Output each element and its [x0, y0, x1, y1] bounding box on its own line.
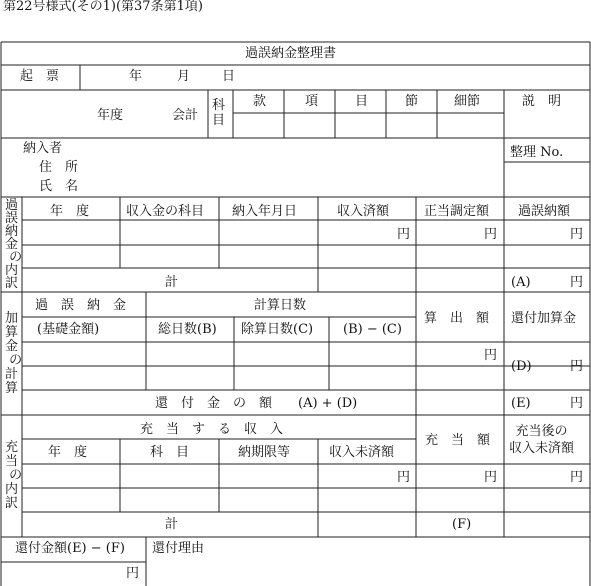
sec1-col-nonyu-date: 納入年月日: [232, 204, 298, 219]
sec3-juto-income: 充 当 す る 収 入: [140, 422, 284, 437]
sec2-d-mark: (D): [511, 359, 532, 374]
seiri-no-label: 整理 No.: [510, 145, 564, 160]
sec2-kanpu-kin: 還 付 金 の 額 (A) + (D): [155, 396, 358, 411]
budget-kamoku: 科 目: [212, 98, 226, 128]
footer-kanpu-label: 還付金額(E) − (F): [15, 541, 125, 556]
sec1-a-yen: 円: [570, 275, 584, 290]
kihyo-day: 日: [222, 69, 236, 84]
sec1-yen-2: 円: [484, 227, 498, 242]
sec2-kiso: (基礎金額): [37, 322, 100, 337]
sec1-yen-3: 円: [570, 227, 584, 242]
sec3-juto-gaku: 充 当 額: [425, 433, 491, 448]
kihyo-month: 月: [177, 69, 191, 84]
sec1-col-kago-nogaku: 過誤納額: [518, 204, 571, 219]
form-number: 第22号様式(その1)(第37条第1項): [3, 0, 203, 14]
budget-kaikei: 会計: [172, 108, 199, 123]
sec1-col-nendo: 年 度: [50, 204, 90, 219]
sec3-col-misai: 収入未済額: [329, 445, 395, 460]
sec2-kago-nokin: 過 誤 納 金: [35, 298, 127, 313]
sec1-col-shunyu-zumi: 収入済額: [337, 204, 390, 219]
sec1-col-kamoku: 収入金の科目: [126, 204, 205, 219]
budget-saisetsu: 細節: [454, 94, 481, 109]
sec3-yen-2: 円: [484, 470, 498, 485]
budget-setsu: 節: [405, 94, 419, 109]
sec2-jo-nissu: 除算日数(C): [241, 322, 314, 337]
form-lines: [1, 42, 590, 586]
sec1-col-seito-chotei: 正当調定額: [424, 204, 490, 219]
form-title: 過誤納金整理書: [245, 46, 337, 61]
sec2-kanpu-kasan: 還付加算金: [511, 311, 577, 326]
sec1-total-label: 計: [165, 275, 179, 290]
sec2-sanshutsu: 算 出 額: [424, 311, 490, 326]
sec2-yen-sanshutsu: 円: [484, 348, 498, 363]
sec1-a-mark: (A): [511, 275, 531, 290]
sec3-col-nokigen: 納期限等: [238, 445, 291, 460]
sec2-e-mark: (E): [511, 396, 531, 411]
sec3-yen-1: 円: [397, 470, 411, 485]
sec2-keisan-nissu: 計算日数: [254, 298, 307, 313]
sec3-side-label: 充 当 の 内 訳: [5, 440, 23, 511]
footer-yen: 円: [126, 566, 140, 581]
sec2-d-yen: 円: [570, 359, 584, 374]
sec3-total-label: 計: [165, 517, 179, 532]
payer-address: 住 所: [39, 160, 79, 175]
sec3-after-misai: 充当後の 収入未済額: [509, 424, 575, 456]
sec1-yen-1: 円: [397, 227, 411, 242]
sec3-col-nendo: 年 度: [48, 445, 88, 460]
sec3-col-kamoku: 科 目: [150, 445, 190, 460]
payer-label: 納入者: [23, 141, 63, 156]
kihyo-year: 年: [129, 69, 143, 84]
budget-nendo: 年度: [97, 108, 124, 123]
sec2-side-label: 加 算 金 の 計 算: [5, 311, 23, 396]
kihyo-label: 起 票: [20, 69, 60, 84]
sec3-yen-3: 円: [570, 470, 584, 485]
budget-setsumei: 説 明: [522, 94, 562, 109]
budget-kou: 項: [305, 94, 319, 109]
sec1-side-label: 過 誤 納 金 の 内 訳: [5, 198, 23, 291]
payer-name: 氏 名: [39, 179, 79, 194]
budget-kan: 款: [253, 94, 267, 109]
sec2-b-minus-c: (B) − (C): [343, 322, 402, 337]
sec2-e-yen: 円: [570, 396, 584, 411]
sec3-f-mark: (F): [452, 517, 472, 532]
budget-moku: 目: [355, 94, 369, 109]
sec2-so-nissu: 総日数(B): [158, 322, 217, 337]
footer-riyu: 還付理由: [152, 541, 205, 556]
